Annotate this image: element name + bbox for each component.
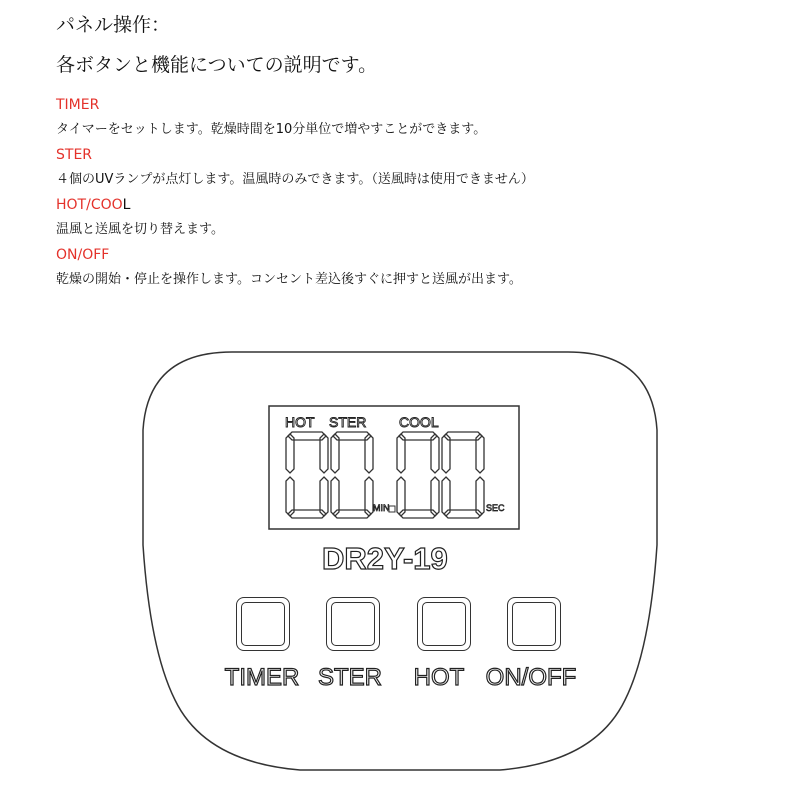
- timer-button-label: TIMER: [224, 664, 300, 691]
- on-off-button-label: ON/OFF: [485, 664, 577, 691]
- section-description: 温風と送風を切り替えます。: [56, 222, 224, 237]
- section-description: ４個のUVランプが点灯します。温風時のみできます。（送風時は使用できません）: [56, 172, 534, 187]
- lcd-indicator-hot: HOT: [285, 414, 315, 430]
- timer-button[interactable]: [236, 597, 290, 651]
- hot-button[interactable]: [417, 597, 471, 651]
- hot-button-label: HOT: [413, 664, 465, 691]
- model-name: DR2Y-19: [322, 541, 448, 576]
- lcd-unit-min: MIN: [373, 503, 390, 513]
- section-description: タイマーをセットします。乾燥時間を10分単位で増やすことができます。: [56, 122, 487, 137]
- on-off-button[interactable]: [507, 597, 561, 651]
- ster-button-label: STER: [317, 664, 383, 691]
- section-title-tail: L: [122, 197, 131, 213]
- section-description: 乾燥の開始・停止を操作します。コンセント差込後すぐに押すと送風が出ます。: [56, 272, 522, 287]
- lcd-indicator-cool: COOL: [399, 414, 439, 430]
- section-title: ON/OFF: [56, 247, 110, 263]
- lcd-indicator-ster: STER: [329, 414, 367, 430]
- section-title-red: HOT/COO: [56, 197, 123, 213]
- lcd-unit-sec: SEC: [486, 503, 505, 513]
- section-title: TIMER: [56, 97, 100, 113]
- section-title: STER: [56, 147, 93, 163]
- ster-button[interactable]: [326, 597, 380, 651]
- page-title: パネル操作：: [56, 14, 171, 36]
- page-subtitle: 各ボタンと機能についての説明です。: [56, 54, 378, 76]
